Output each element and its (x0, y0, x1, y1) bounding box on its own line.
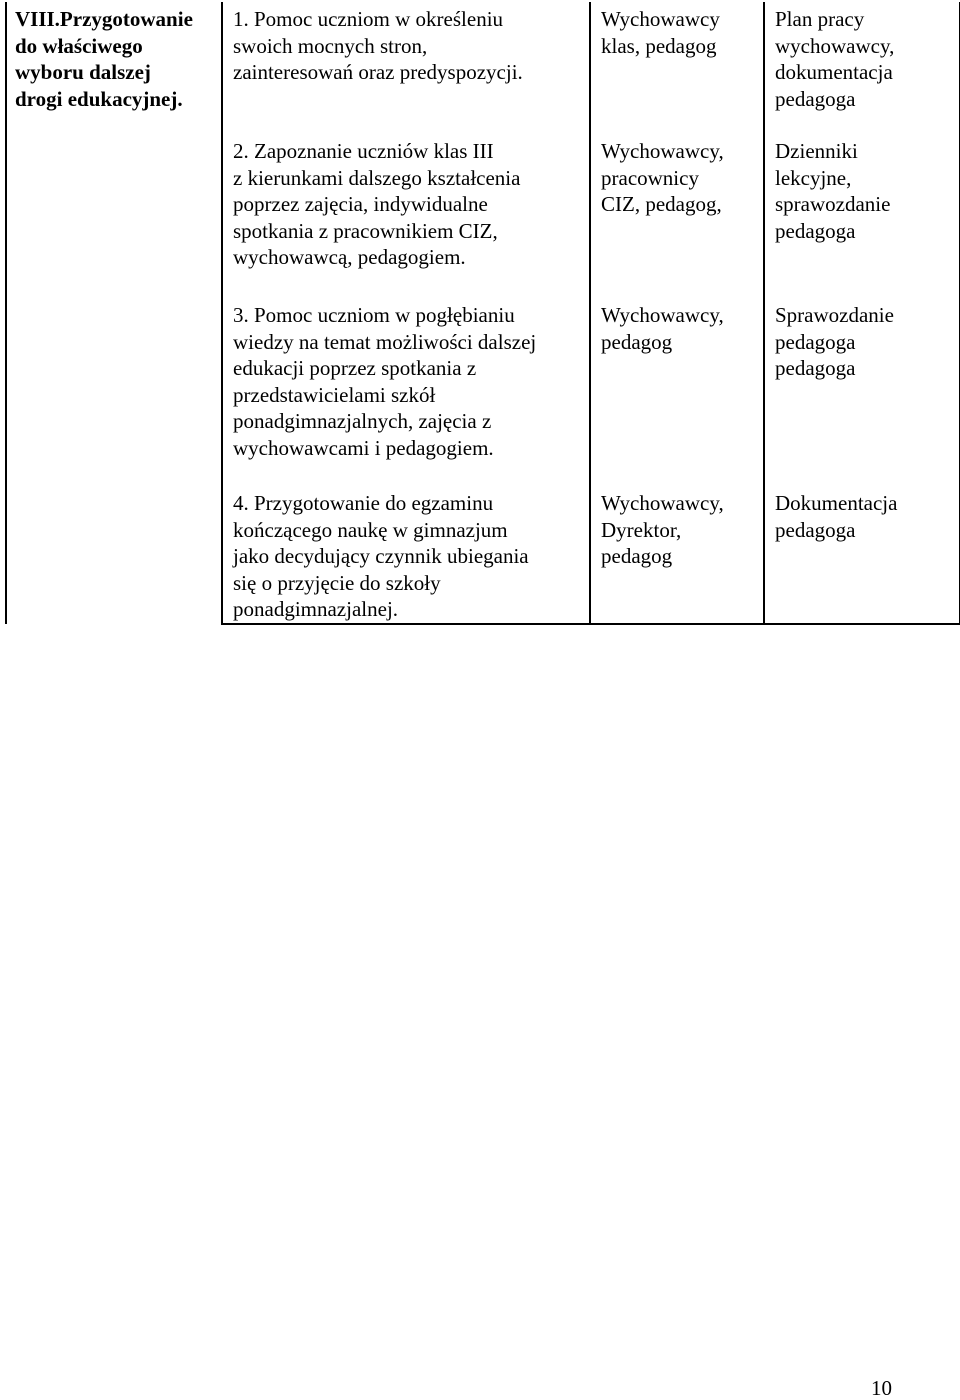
task-line: edukacji poprzez spotkania z (233, 356, 477, 381)
responsible-cell (590, 483, 764, 624)
table-row (6, 2, 960, 134)
responsible-cell (590, 296, 764, 483)
documentation-line: pedagoga (775, 356, 856, 381)
documentation-line: dokumentacja (775, 60, 893, 85)
task-line: przedstawicielami szkół (233, 382, 436, 407)
plan-table (5, 2, 960, 625)
task-line: 3. Pomoc uczniom w pogłębianiu (233, 303, 515, 327)
task-line: kończącego naukę w gimnazjum (233, 517, 508, 542)
section-cell (6, 2, 222, 624)
responsible-line: CIZ, pedagog, (601, 192, 722, 217)
page-number: 10 (871, 1376, 892, 1400)
task-line: jako decydujący czynnik ubiegania (233, 544, 529, 569)
task-cell (222, 483, 590, 624)
task-line: 1. Pomoc uczniom w określeniu (233, 7, 504, 31)
responsible-line: Wychowawcy, (601, 303, 724, 327)
responsible-cell (590, 134, 764, 296)
responsible-line: klas, pedagog (601, 33, 717, 58)
task-line: zainteresowań oraz predyspozycji. (233, 60, 523, 85)
documentation-line: Plan pracy (775, 7, 865, 31)
task-cell (222, 2, 590, 134)
responsible-line: pedagog (601, 544, 673, 569)
task-line: ponadgimnazjalnej. (233, 597, 399, 622)
documentation-line: pedagoga (775, 329, 856, 354)
responsible-cell (590, 2, 764, 134)
documentation-line: pedagoga (775, 86, 856, 111)
section-title-line: do właściwego (15, 33, 143, 58)
task-line: poprzez zajęcia, indywidualne (233, 192, 488, 217)
task-line: ponadgimnazjalnych, zajęcia z (233, 409, 492, 434)
responsible-line: Wychowawcy, (601, 139, 724, 163)
documentation-cell (764, 134, 960, 296)
documentation-line: pedagoga (775, 218, 856, 243)
section-title-line: drogi edukacyjnej. (15, 86, 183, 111)
responsible-line: Wychowawcy, (601, 491, 724, 515)
task-line: się o przyjęcie do szkoły (233, 570, 441, 595)
documentation-line: Dokumentacja (775, 491, 898, 515)
task-line: spotkania z pracownikiem CIZ, (233, 218, 498, 243)
documentation-cell (764, 296, 960, 483)
responsible-line: pedagog (601, 329, 673, 354)
task-line: 4. Przygotowanie do egzaminu (233, 491, 494, 515)
task-cell (222, 134, 590, 296)
documentation-cell (764, 2, 960, 134)
task-line: swoich mocnych stron, (233, 33, 428, 58)
section-title (7, 2, 221, 112)
documentation-cell (764, 483, 960, 624)
documentation-line: sprawozdanie (775, 192, 891, 217)
section-title-line: VIII.Przygotowanie (15, 7, 193, 31)
section-title-line: wyboru dalszej (15, 60, 151, 85)
task-cell (222, 296, 590, 483)
documentation-line: pedagoga (775, 517, 856, 542)
documentation-line: wychowawcy, (775, 33, 895, 58)
documentation-line: Dzienniki (775, 139, 858, 163)
task-line: wychowawcą, pedagogiem. (233, 245, 466, 270)
task-line: z kierunkami dalszego kształcenia (233, 165, 521, 190)
documentation-line: lekcyjne, (775, 165, 852, 190)
task-line: 2. Zapoznanie uczniów klas III (233, 139, 494, 163)
task-line: wychowawcami i pedagogiem. (233, 435, 494, 460)
responsible-line: Wychowawcy (601, 7, 720, 31)
responsible-line: pracownicy (601, 165, 699, 190)
responsible-line: Dyrektor, (601, 517, 682, 542)
documentation-line: Sprawozdanie (775, 303, 894, 327)
task-line: wiedzy na temat możliwości dalszej (233, 329, 537, 354)
